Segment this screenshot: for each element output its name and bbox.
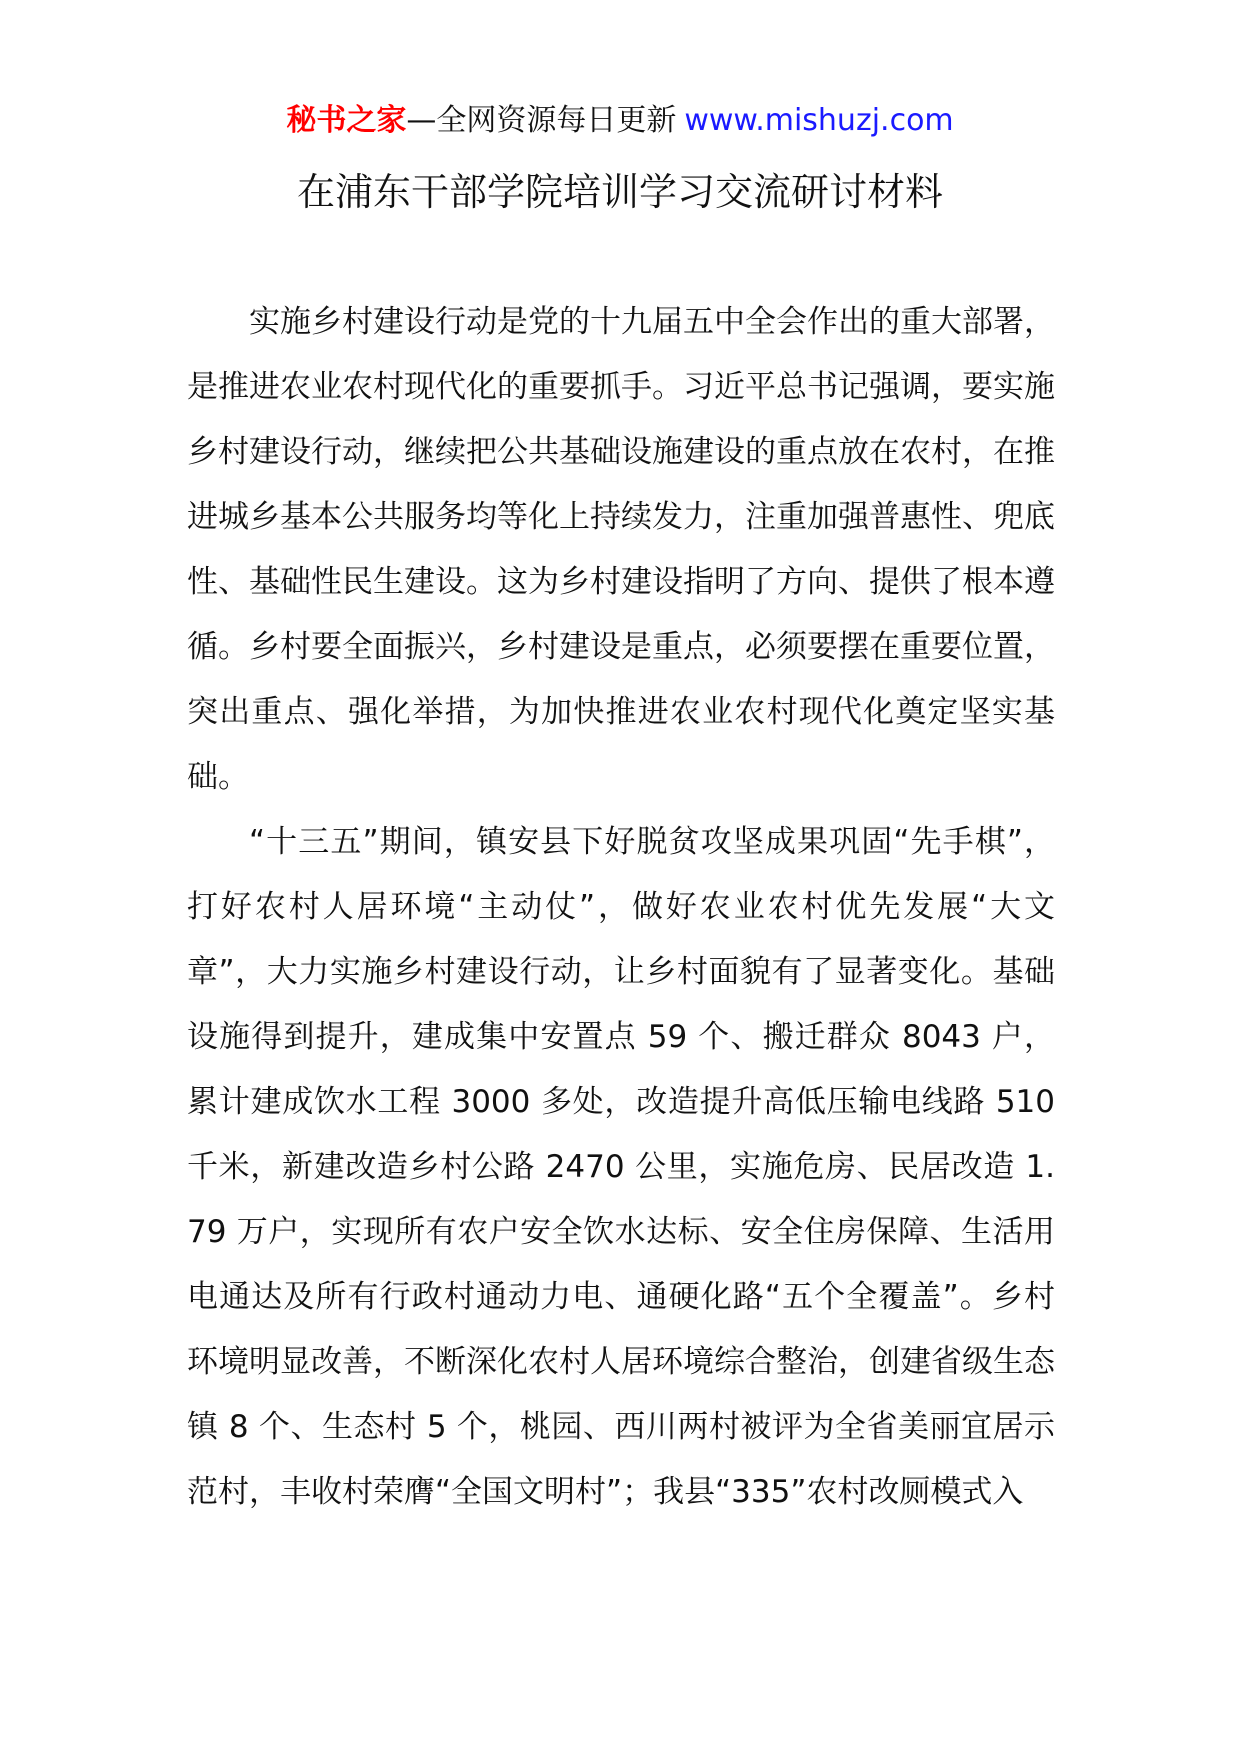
site-header: [0, 101, 1240, 141]
document-body: [187, 290, 1055, 1525]
site-url-link[interactable]: www.mishuzj.com: [684, 103, 954, 138]
site-brand: 秘书之家: [286, 103, 407, 138]
paragraph-1: 实施乡村建设行动是党的十九届五中全会作出的重大部署，是推进农业农村现代化的重要抓手。习近平总书记强调，要实施乡村建设行动，继续把公共基础设施建设的重点放在农村，在推进城乡基本公共服务均等化上持续发力，注重加强普惠性、兜底性、基础性民生建设。这为乡村建设指明了方向、提供了根本遵循。乡村要全面振兴，乡村建设是重点，必须要摆在重要位置，突出重点、强化举措，为加快推进农业农村现代化奠定坚实基础。: [187, 304, 1055, 795]
paragraph-2: “十三五”期间，镇安县下好脱贫攻坚成果巩固“先手棋”，打好农村人居环境“主动仗”，做好农业农村优先发展“大文章”，大力实施乡村建设行动，让乡村面貌有了显著变化。基础设施得到提升，建成集中安置点 59 个、搬迁群众 8043 户，累计建成饮水工程 3000 多处，改造提升高低压输电线路 510 千米，新建改造乡村公路 2470 公里，实施危房、民居改造 1.79 万户，实现所有农户安全饮水达标、安全住房保障、生活用电通达及所有行政村通动力电、通硬化路“五个全覆盖”。乡村环境明显改善，不断深化农村人居环境综合整治，创建省级生态镇 8 个、生态村 5 个，桃园、西川两村被评为全省美丽宜居示范村，丰收村荣膺“全国文明村”；我县“335”农村改厕模式入: [187, 824, 1055, 1510]
site-slogan: —全网资源每日更新: [406, 103, 677, 138]
document-title: 在浦东干部学院培训学习交流研讨材料: [296, 170, 943, 214]
